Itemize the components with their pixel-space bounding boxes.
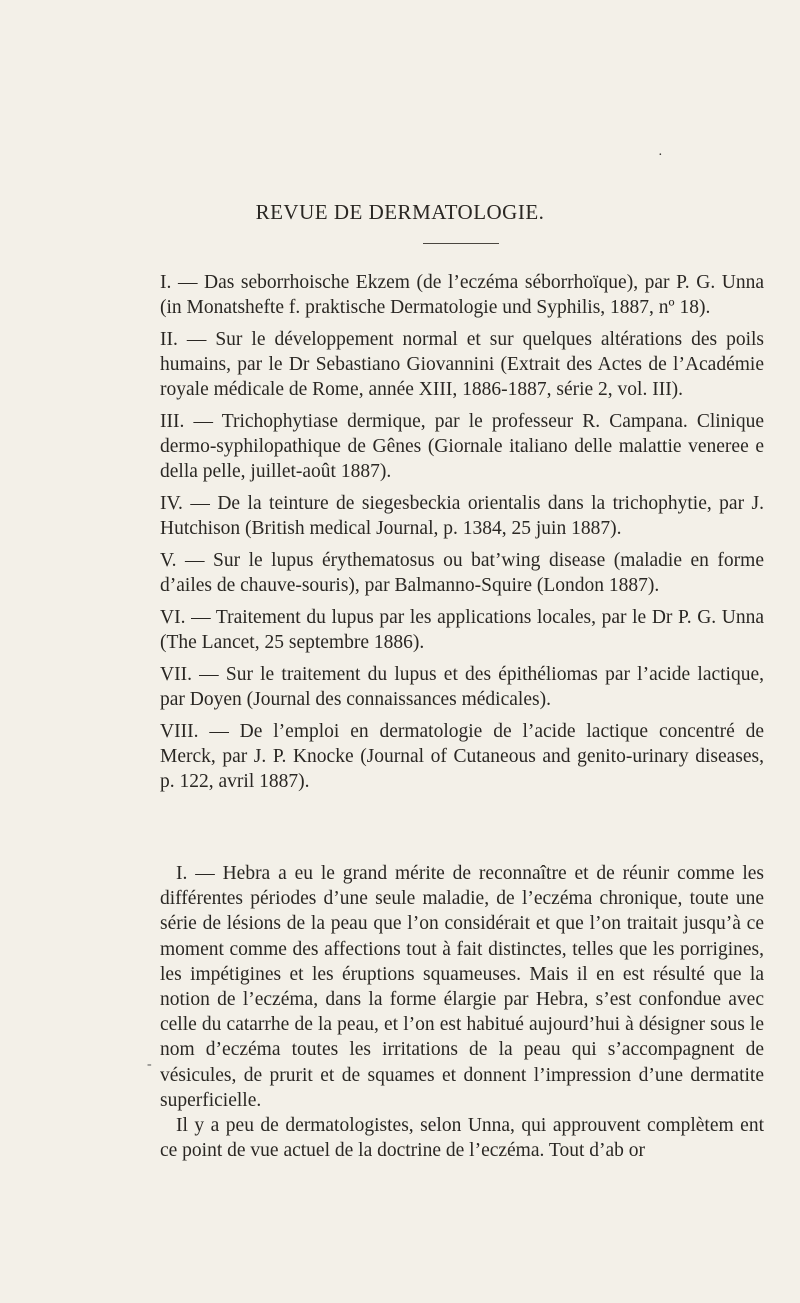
reference-text: — Sur le développement normal et sur quelques altérations des poils humains, par le Dr Sebastiano Giovannini (Extrait des Actes de l’Académie royale médicale de Rome, année XIII, 1886-1887, série 2, vol. III). (160, 329, 764, 400)
paragraph: Il y a peu de dermatologistes, selon Unna, qui approuvent complètem ent ce point de vue actuel de la doctrine de l’eczéma. Tout d’ab or (160, 1115, 764, 1162)
reference-number: V. (160, 550, 177, 571)
reference-number: VII. (160, 664, 192, 685)
paragraph: I. — Hebra a eu le grand mérite de reconnaître et de réunir comme les différentes périodes d’une seule maladie, de l’eczéma chronique, toute une série de lésions de la peau que l’on considérait et que l’on traitait jusqu’à ce moment comme des affections tout à fait distinctes, telles que les porrigines, les impétigines et les éruptions squameuses. Mais il en est résulté que la notion de l’eczéma, dans la forme élargie par Hebra, s’est confondue avec celle du catarrhe de la peau, et l’on est habitué aujourd’hui à désigner sous le nom d’eczéma toutes les irritations de la peau qui s’accompagnent de vésicules, de prurit et de squames et donnent l’impression d’une dermatite superficielle. (160, 863, 764, 1111)
margin-mark: - (147, 1057, 152, 1072)
reference-item (160, 548, 764, 598)
reference-item (160, 491, 764, 541)
stray-dot: · (658, 148, 663, 163)
reference-number: VIII. (160, 721, 199, 742)
reference-item (160, 719, 764, 794)
reference-number: IV. (160, 493, 183, 514)
reference-list (160, 270, 764, 801)
reference-text: — De la teinture de siegesbeckia orientalis dans la trichophytie, par J. Hutchison (British medical Journal, p. 1384, 25 juin 1887). (160, 493, 764, 539)
reference-text: — Trichophytiase dermique, par le professeur R. Campana. Clinique dermo-syphilopathique de Gênes (Giornale italiano delle malattie veneree e della pelle, juillet-août 1887). (160, 411, 764, 482)
page-title: REVUE DE DERMATOLOGIE. (255, 200, 545, 224)
reference-number: III. (160, 411, 185, 432)
reference-number: I. (160, 272, 172, 293)
body-text (160, 861, 764, 1163)
reference-text: — Sur le traitement du lupus et des épithéliomas par l’acide lactique, par Doyen (Journal des connaissances médicales). (160, 664, 765, 710)
reference-number: II. (160, 329, 178, 350)
reference-text: — Sur le lupus érythematosus ou bat’wing disease (maladie en forme d’ailes de chauve-souris), par Balmanno-Squire (London 1887). (160, 550, 764, 596)
reference-text: — De l’emploi en dermatologie de l’acide lactique concentré de Merck, par J. P. Knocke (Journal of Cutaneous and genito-urinary diseases, p. 122, avril 1887). (160, 721, 764, 792)
reference-item (160, 662, 764, 712)
reference-text: — Das seborrhoische Ekzem (de l’eczéma séborrhoïque), par P. G. Unna (in Monatshefte f. praktische Dermatologie und Syphilis, 1887, nº 18). (160, 272, 765, 318)
reference-text: — Traitement du lupus par les applications locales, par le Dr P. G. Unna (The Lancet, 25 septembre 1886). (160, 607, 765, 653)
reference-item (160, 605, 764, 655)
reference-item (160, 409, 764, 484)
reference-number: VI. (160, 607, 186, 628)
reference-item (160, 270, 764, 320)
title-rule (423, 243, 499, 244)
reference-item (160, 327, 764, 402)
